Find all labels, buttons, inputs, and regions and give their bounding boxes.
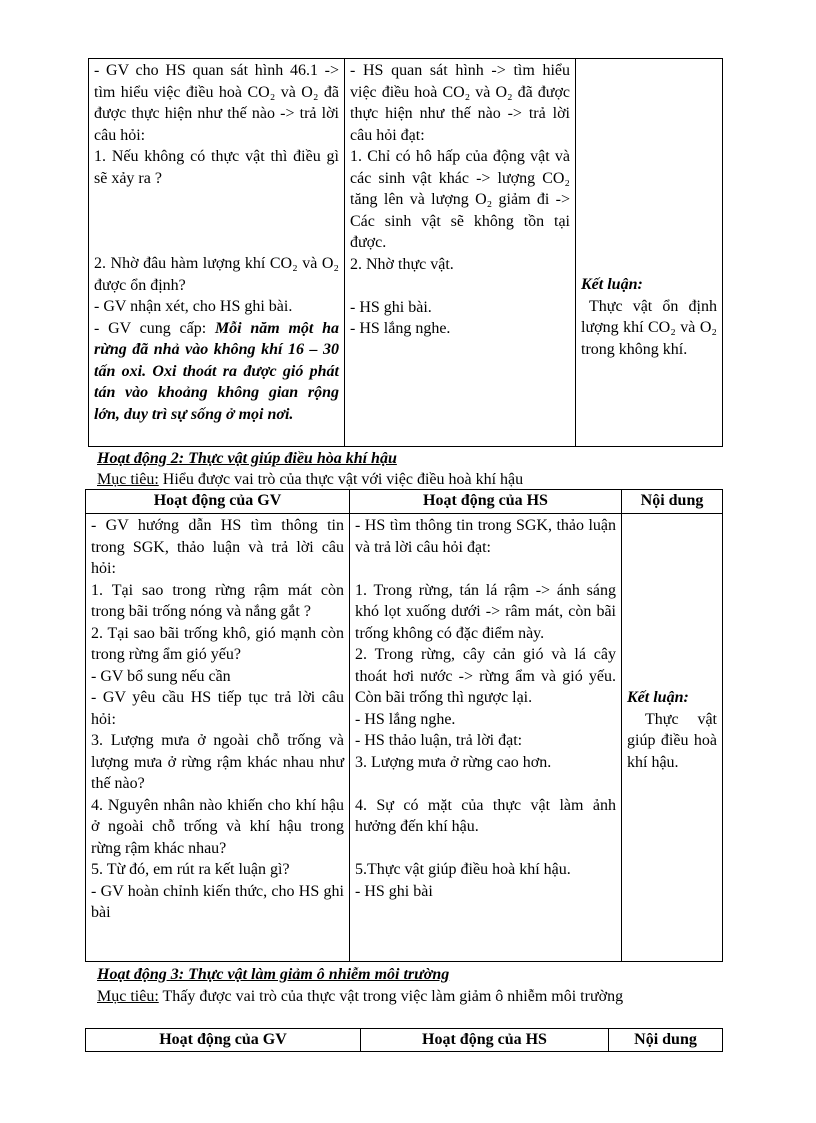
gv-provide-text: Mỗi năm một ha rừng đã nhả vào không khí 16 – 30 tấn oxi. Oxi thoát ra được gió phát tán vào khoảng không gian rộng lớn, duy trì sự sống ở mọi nơi. (94, 319, 340, 423)
gv-intro: - GV cho HS quan sát hình 46.1 -> tìm hiểu việc điều hoà CO₂ và O₂ đã được thực hiện như thế nào -> trả lời câu hỏi: (94, 62, 339, 144)
gv-cell (89, 59, 345, 447)
hs-listen: - HS lắng nghe. (350, 320, 451, 337)
hs-answer-2: 2. Nhờ thực vật. (350, 255, 454, 273)
hs-answer-1: 1. Chỉ có hô hấp của động vật và các sinh vật khác -> lượng CO₂ tăng lên và lượng O₂ giảm đi -> Các sinh vật sẽ không tồn tại được. (350, 148, 570, 251)
activity2-goal: Mục tiêu: Hiểu được vai trò của thực vật với việc điều hoà khí hậu (97, 471, 524, 488)
hs-intro: - HS tìm thông tin trong SGK, thảo luận và trả lời câu hỏi đạt: (355, 517, 616, 556)
hs-note: - HS ghi bài. (350, 298, 432, 316)
gv-note: - GV nhận xét, cho HS ghi bài. (94, 298, 293, 315)
conclusion-text: Thực vật giúp điều hoà khí hậu. (627, 710, 717, 771)
conclusion-label: Kết luận: (581, 276, 643, 293)
gv-complete: - GV hoàn chỉnh kiến thức, cho HS ghi bài (91, 882, 344, 921)
gv-question-1: 1. Tại sao trong rừng rậm mát còn trong bãi trống nóng và nắng gắt ? (91, 581, 344, 620)
conclusion-label: Kết luận: (627, 689, 689, 706)
gv-provide: - GV cung cấp: Mỗi năm một ha rừng đã nhả vào không khí 16 – 30 tấn oxi. Oxi thoát ra được gió phát tán vào khoảng không gian rộng lớn, duy trì sự sống ở mọi nơi. (94, 319, 340, 423)
activity3-table (85, 1028, 723, 1052)
gv-question-1: 1. Nếu không có thực vật thì điều gì sẽ xảy ra ? (94, 148, 339, 187)
content-cell (576, 59, 723, 447)
hs-answer-3: 3. Lượng mưa ở rừng cao hơn. (355, 753, 552, 771)
header-content: Nội dung (622, 490, 723, 514)
activity2-table (85, 489, 723, 962)
gv-intro: - GV hướng dẫn HS tìm thông tin trong SGK, thảo luận và trả lời câu hỏi: (91, 517, 344, 577)
gv-cell (86, 514, 350, 962)
gv-question-4: 4. Nguyên nhân nào khiến cho khí hậu ở ngoài chỗ trống và khí hậu trong rừng rậm khác nhau? (91, 796, 344, 857)
hs-discuss: - HS thảo luận, trả lời đạt: (355, 732, 523, 749)
content-cell (622, 514, 723, 962)
hs-cell (345, 59, 576, 447)
header-content: Nội dung (609, 1029, 723, 1052)
hs-answer-4: 4. Sự có mặt của thực vật làm ảnh hưởng đến khí hậu. (355, 796, 616, 835)
header-hs: Hoạt động của HS (350, 490, 622, 514)
hs-cell (350, 514, 622, 962)
header-gv: Hoạt động của GV (86, 490, 350, 514)
hs-answer-5: 5.Thực vật giúp điều hoà khí hậu. (355, 861, 571, 878)
gv-continue: - GV yêu cầu HS tiếp tục trả lời câu hỏi: (91, 689, 344, 728)
activity1-table (88, 58, 723, 447)
header-hs: Hoạt động của HS (361, 1029, 609, 1052)
header-gv: Hoạt động của GV (86, 1029, 361, 1052)
hs-intro: - HS quan sát hình -> tìm hiểu việc điều hoà CO₂ và O₂ đã được thực hiện như thế nào -> trả lời câu hỏi đạt: (350, 62, 570, 144)
gv-question-3: 3. Lượng mưa ở ngoài chỗ trống và lượng mưa ở rừng rậm khác nhau như thế nào? (91, 732, 344, 792)
hs-note: - HS ghi bài (355, 882, 433, 900)
gv-question-2: 2. Tại sao bãi trống khô, gió mạnh còn trong rừng ẩm gió yếu? (91, 624, 344, 663)
gv-question-2: 2. Nhờ đâu hàm lượng khí CO₂ và O₂ được ổn định? (94, 255, 339, 294)
gv-supplement: - GV bổ sung nếu cần (91, 667, 231, 685)
activity2-title: Hoạt động 2: Thực vật giúp điều hòa khí hậu (97, 450, 397, 467)
hs-listen: - HS lắng nghe. (355, 710, 456, 728)
activity3-title: Hoạt động 3: Thực vật làm giảm ô nhiễm môi trường (97, 966, 450, 983)
gv-question-5: 5. Từ đó, em rút ra kết luận gì? (91, 861, 290, 878)
hs-answer-1: 1. Trong rừng, tán lá rậm -> ánh sáng khó lọt xuống dưới -> râm mát, còn bãi trống không có đặc điểm này. (355, 581, 616, 642)
hs-answer-2: 2. Trong rừng, cây cản gió và lá cây thoát hơi nước -> rừng ẩm và gió yếu. Còn bãi trống thì ngược lại. (355, 646, 616, 706)
activity3-goal: Mục tiêu: Thấy được vai trò của thực vật trong việc làm giảm ô nhiễm môi trường (97, 988, 624, 1005)
conclusion-text: Thực vật ổn định lượng khí CO₂ và O₂ trong không khí. (581, 297, 717, 358)
